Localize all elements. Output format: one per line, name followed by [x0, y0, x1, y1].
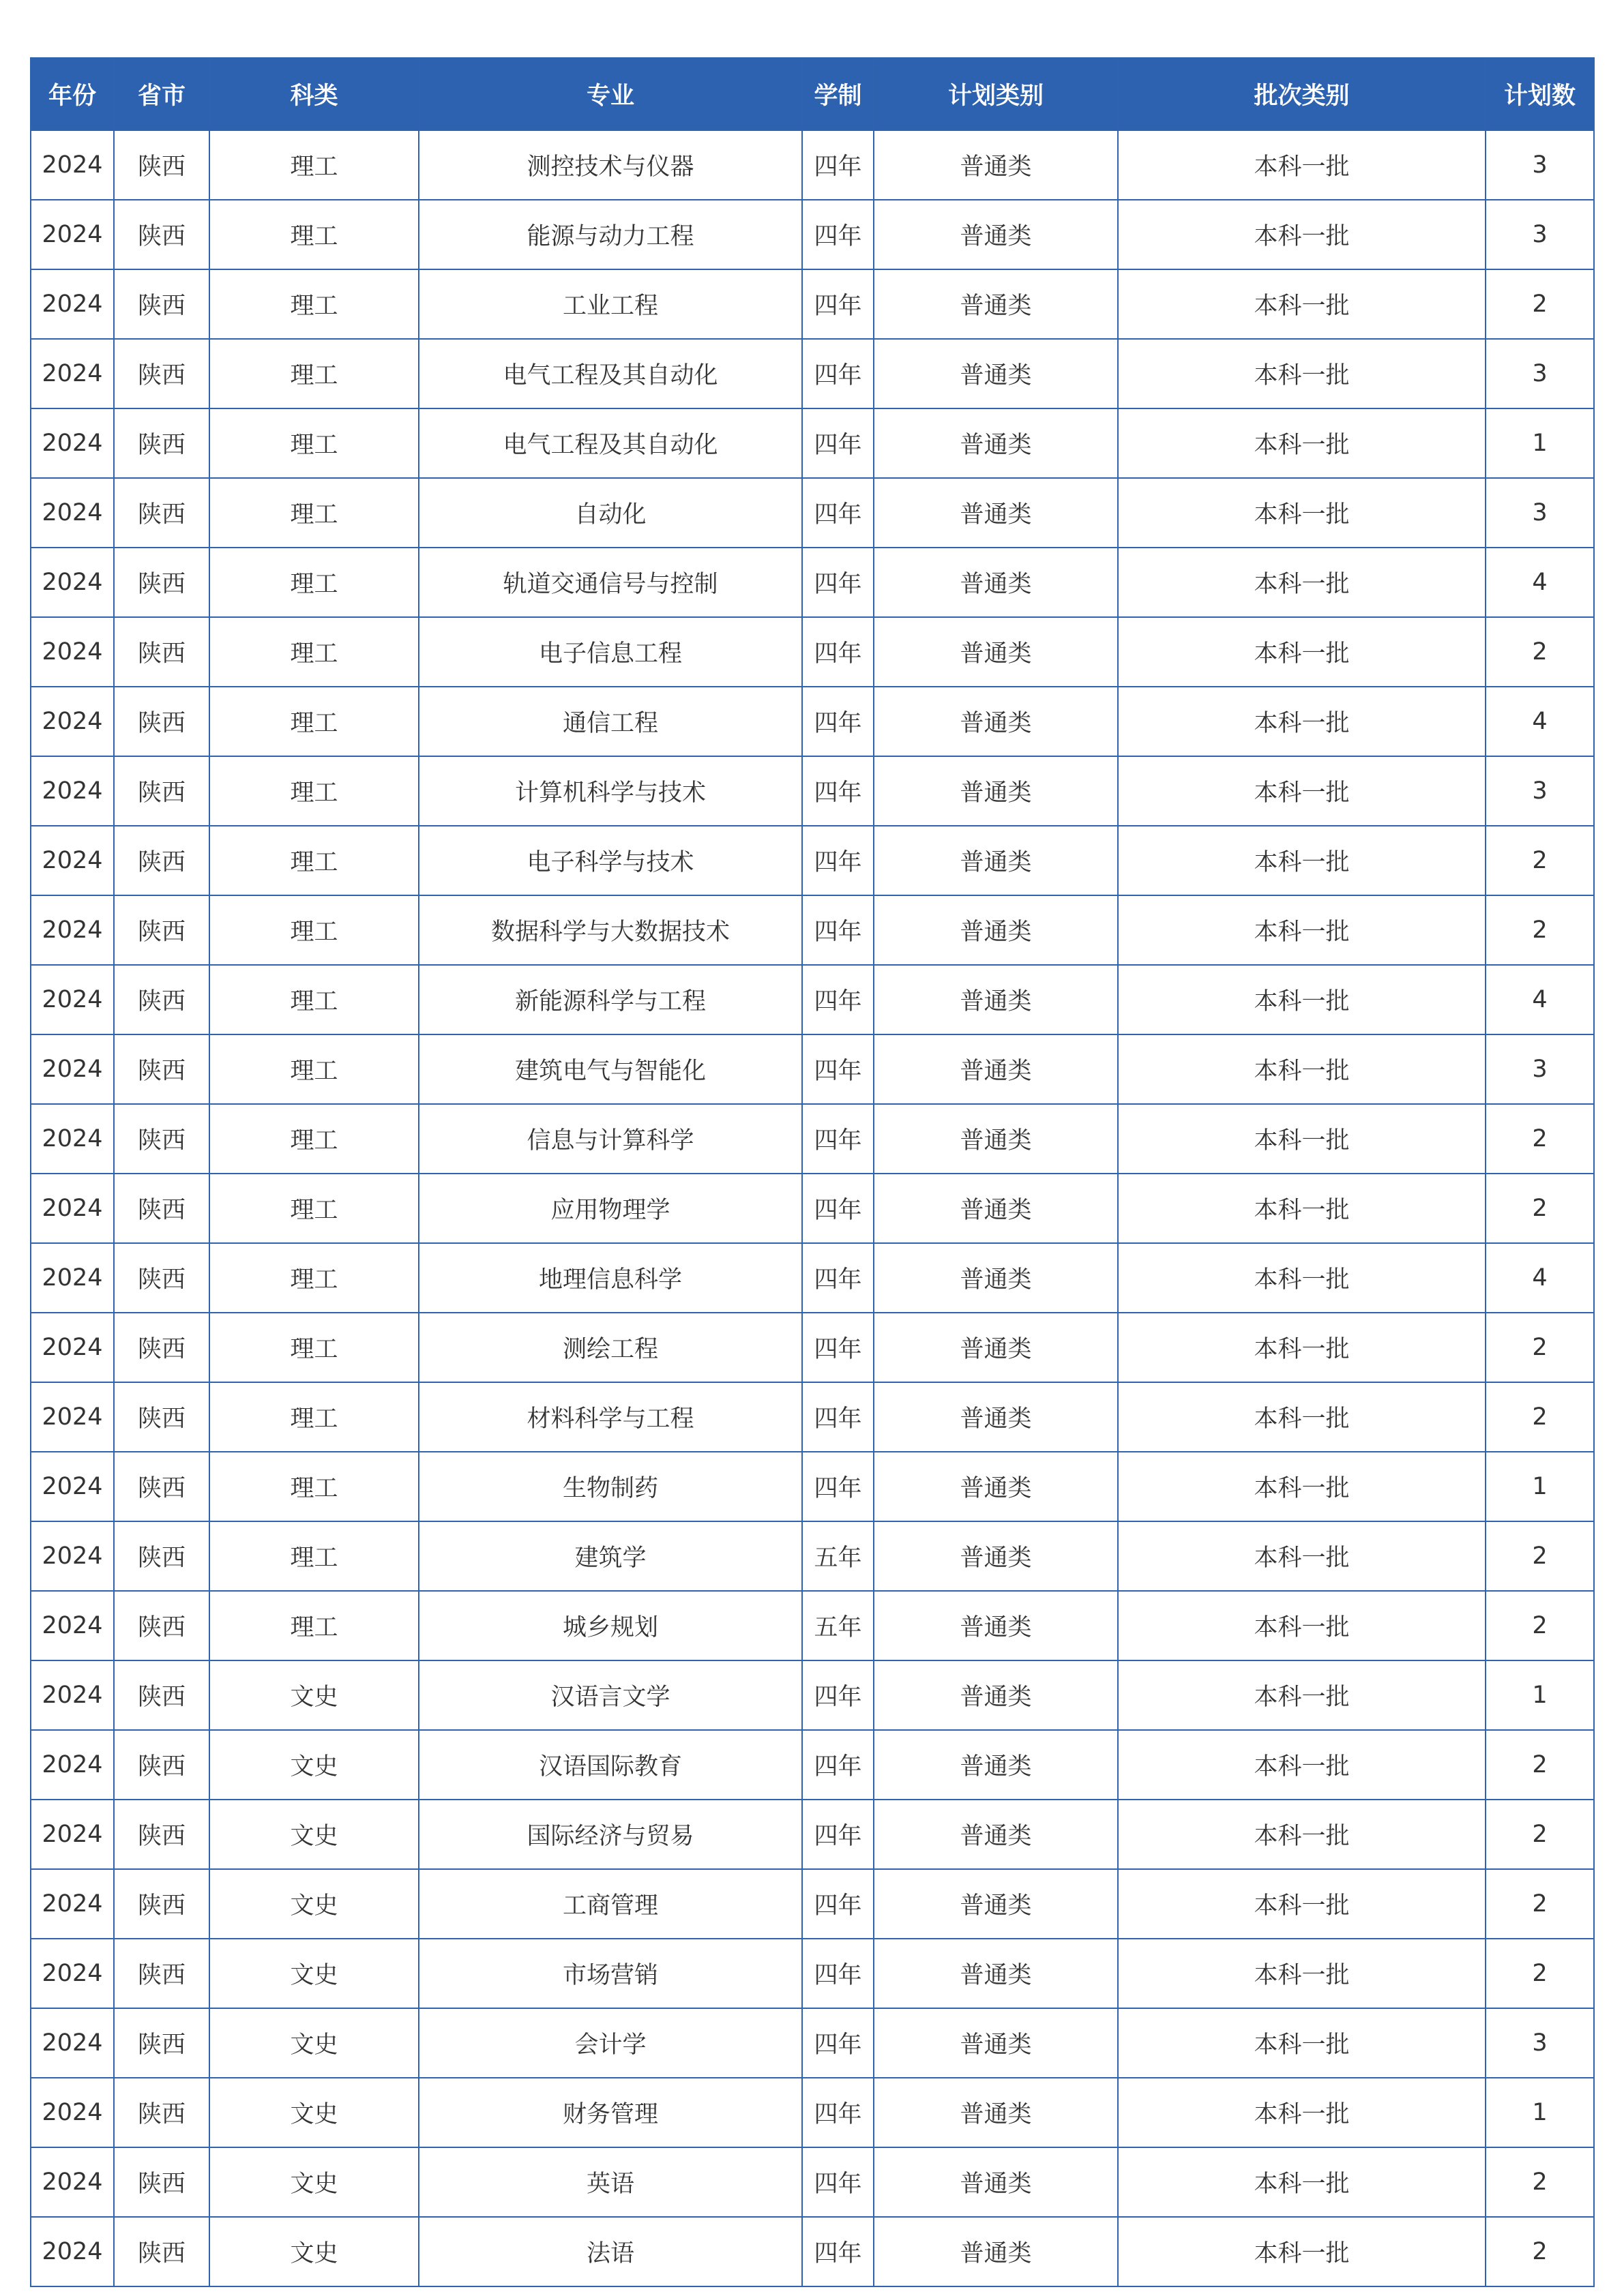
cell-province: 陕西 [114, 1660, 209, 1730]
cell-year: 2024 [31, 2078, 114, 2147]
cell-batch-type: 本科一批 [1118, 1243, 1486, 1313]
cell-major: 数据科学与大数据技术 [419, 895, 802, 965]
cell-plan-count: 2 [1486, 1591, 1594, 1660]
cell-batch-type: 本科一批 [1118, 895, 1486, 965]
cell-subject-category: 理工 [209, 478, 419, 548]
cell-major: 应用物理学 [419, 1174, 802, 1243]
cell-plan-type: 普通类 [874, 1382, 1118, 1452]
cell-batch-type: 本科一批 [1118, 1591, 1486, 1660]
cell-year: 2024 [31, 408, 114, 478]
table-header [31, 58, 1594, 130]
cell-major: 英语 [419, 2147, 802, 2217]
header-year: 年份 [31, 58, 114, 130]
cell-plan-count: 4 [1486, 1243, 1594, 1313]
table-row [31, 269, 1594, 339]
cell-province: 陕西 [114, 756, 209, 826]
cell-province: 陕西 [114, 200, 209, 269]
table-row [31, 1591, 1594, 1660]
cell-duration: 四年 [802, 965, 874, 1034]
cell-duration: 四年 [802, 2008, 874, 2078]
cell-duration: 四年 [802, 2147, 874, 2217]
cell-plan-type: 普通类 [874, 339, 1118, 408]
cell-batch-type: 本科一批 [1118, 756, 1486, 826]
cell-plan-count: 4 [1486, 965, 1594, 1034]
table-row [31, 965, 1594, 1034]
cell-year: 2024 [31, 826, 114, 895]
cell-plan-type: 普通类 [874, 548, 1118, 617]
cell-subject-category: 理工 [209, 1034, 419, 1104]
table-row [31, 1452, 1594, 1521]
cell-subject-category: 理工 [209, 1591, 419, 1660]
cell-batch-type: 本科一批 [1118, 826, 1486, 895]
cell-year: 2024 [31, 965, 114, 1034]
cell-province: 陕西 [114, 548, 209, 617]
cell-batch-type: 本科一批 [1118, 2217, 1486, 2286]
cell-subject-category: 文史 [209, 1660, 419, 1730]
cell-plan-type: 普通类 [874, 617, 1118, 687]
cell-province: 陕西 [114, 687, 209, 756]
cell-year: 2024 [31, 1869, 114, 1939]
cell-subject-category: 理工 [209, 1104, 419, 1174]
cell-subject-category: 文史 [209, 1800, 419, 1869]
cell-subject-category: 理工 [209, 687, 419, 756]
table-row [31, 1313, 1594, 1382]
table-row [31, 687, 1594, 756]
table-row [31, 1660, 1594, 1730]
cell-plan-type: 普通类 [874, 2147, 1118, 2217]
cell-province: 陕西 [114, 1382, 209, 1452]
cell-plan-type: 普通类 [874, 1869, 1118, 1939]
cell-plan-count: 1 [1486, 408, 1594, 478]
cell-plan-count: 2 [1486, 826, 1594, 895]
cell-province: 陕西 [114, 1034, 209, 1104]
cell-year: 2024 [31, 1313, 114, 1382]
cell-major: 财务管理 [419, 2078, 802, 2147]
cell-year: 2024 [31, 1243, 114, 1313]
table-row [31, 200, 1594, 269]
cell-plan-count: 4 [1486, 687, 1594, 756]
table-row [31, 1104, 1594, 1174]
cell-plan-type: 普通类 [874, 687, 1118, 756]
cell-plan-type: 普通类 [874, 130, 1118, 200]
cell-province: 陕西 [114, 408, 209, 478]
cell-batch-type: 本科一批 [1118, 1452, 1486, 1521]
cell-duration: 四年 [802, 687, 874, 756]
cell-duration: 四年 [802, 478, 874, 548]
cell-major: 计算机科学与技术 [419, 756, 802, 826]
cell-batch-type: 本科一批 [1118, 548, 1486, 617]
table-row [31, 1034, 1594, 1104]
cell-major: 能源与动力工程 [419, 200, 802, 269]
cell-province: 陕西 [114, 1800, 209, 1869]
cell-major: 生物制药 [419, 1452, 802, 1521]
cell-duration: 四年 [802, 408, 874, 478]
table-row [31, 895, 1594, 965]
table-row [31, 756, 1594, 826]
cell-batch-type: 本科一批 [1118, 1174, 1486, 1243]
cell-subject-category: 理工 [209, 1313, 419, 1382]
cell-province: 陕西 [114, 478, 209, 548]
cell-batch-type: 本科一批 [1118, 965, 1486, 1034]
cell-major: 电子科学与技术 [419, 826, 802, 895]
cell-province: 陕西 [114, 1174, 209, 1243]
cell-year: 2024 [31, 339, 114, 408]
cell-subject-category: 文史 [209, 1939, 419, 2008]
cell-subject-category: 理工 [209, 1521, 419, 1591]
cell-plan-count: 2 [1486, 1382, 1594, 1452]
table-row [31, 130, 1594, 200]
cell-year: 2024 [31, 478, 114, 548]
cell-major: 市场营销 [419, 1939, 802, 2008]
cell-subject-category: 文史 [209, 2008, 419, 2078]
table-row [31, 617, 1594, 687]
cell-batch-type: 本科一批 [1118, 478, 1486, 548]
cell-batch-type: 本科一批 [1118, 1382, 1486, 1452]
cell-plan-type: 普通类 [874, 269, 1118, 339]
table-row [31, 1243, 1594, 1313]
cell-batch-type: 本科一批 [1118, 408, 1486, 478]
cell-subject-category: 文史 [209, 2147, 419, 2217]
cell-major: 新能源科学与工程 [419, 965, 802, 1034]
cell-major: 电子信息工程 [419, 617, 802, 687]
cell-plan-type: 普通类 [874, 2217, 1118, 2286]
cell-province: 陕西 [114, 130, 209, 200]
cell-province: 陕西 [114, 1730, 209, 1800]
cell-province: 陕西 [114, 826, 209, 895]
cell-duration: 四年 [802, 2217, 874, 2286]
table-row [31, 2008, 1594, 2078]
cell-plan-type: 普通类 [874, 1243, 1118, 1313]
cell-plan-type: 普通类 [874, 1521, 1118, 1591]
cell-province: 陕西 [114, 1313, 209, 1382]
cell-plan-type: 普通类 [874, 895, 1118, 965]
cell-duration: 四年 [802, 1382, 874, 1452]
cell-major: 国际经济与贸易 [419, 1800, 802, 1869]
cell-province: 陕西 [114, 2217, 209, 2286]
table-row [31, 478, 1594, 548]
cell-major: 城乡规划 [419, 1591, 802, 1660]
cell-plan-type: 普通类 [874, 1104, 1118, 1174]
cell-plan-type: 普通类 [874, 408, 1118, 478]
cell-duration: 四年 [802, 617, 874, 687]
cell-major: 法语 [419, 2217, 802, 2286]
cell-province: 陕西 [114, 269, 209, 339]
cell-year: 2024 [31, 1939, 114, 2008]
cell-plan-count: 2 [1486, 1104, 1594, 1174]
cell-batch-type: 本科一批 [1118, 1521, 1486, 1591]
cell-batch-type: 本科一批 [1118, 1034, 1486, 1104]
cell-duration: 五年 [802, 1591, 874, 1660]
cell-major: 通信工程 [419, 687, 802, 756]
cell-year: 2024 [31, 548, 114, 617]
cell-plan-count: 3 [1486, 339, 1594, 408]
cell-plan-type: 普通类 [874, 2078, 1118, 2147]
table-row [31, 1382, 1594, 1452]
cell-year: 2024 [31, 1452, 114, 1521]
cell-plan-count: 2 [1486, 617, 1594, 687]
cell-province: 陕西 [114, 1243, 209, 1313]
cell-major: 轨道交通信号与控制 [419, 548, 802, 617]
cell-plan-type: 普通类 [874, 1939, 1118, 2008]
cell-subject-category: 理工 [209, 548, 419, 617]
cell-major: 工业工程 [419, 269, 802, 339]
header-row [31, 58, 1594, 130]
cell-plan-type: 普通类 [874, 965, 1118, 1034]
cell-plan-count: 2 [1486, 1730, 1594, 1800]
cell-major: 电气工程及其自动化 [419, 408, 802, 478]
cell-year: 2024 [31, 2217, 114, 2286]
cell-subject-category: 理工 [209, 200, 419, 269]
cell-year: 2024 [31, 1521, 114, 1591]
cell-major: 电气工程及其自动化 [419, 339, 802, 408]
cell-subject-category: 理工 [209, 269, 419, 339]
cell-duration: 四年 [802, 1800, 874, 1869]
cell-year: 2024 [31, 1800, 114, 1869]
cell-year: 2024 [31, 1174, 114, 1243]
table-row [31, 1800, 1594, 1869]
cell-batch-type: 本科一批 [1118, 2147, 1486, 2217]
cell-major: 汉语言文学 [419, 1660, 802, 1730]
cell-duration: 四年 [802, 1034, 874, 1104]
cell-major: 自动化 [419, 478, 802, 548]
cell-subject-category: 理工 [209, 339, 419, 408]
cell-duration: 四年 [802, 1313, 874, 1382]
cell-plan-type: 普通类 [874, 1313, 1118, 1382]
cell-plan-type: 普通类 [874, 1034, 1118, 1104]
cell-duration: 四年 [802, 1660, 874, 1730]
cell-province: 陕西 [114, 1939, 209, 2008]
cell-major: 会计学 [419, 2008, 802, 2078]
cell-province: 陕西 [114, 965, 209, 1034]
cell-batch-type: 本科一批 [1118, 687, 1486, 756]
cell-plan-count: 3 [1486, 478, 1594, 548]
cell-batch-type: 本科一批 [1118, 269, 1486, 339]
cell-year: 2024 [31, 756, 114, 826]
cell-duration: 四年 [802, 200, 874, 269]
cell-subject-category: 理工 [209, 130, 419, 200]
cell-subject-category: 理工 [209, 965, 419, 1034]
table-row [31, 339, 1594, 408]
cell-plan-type: 普通类 [874, 1174, 1118, 1243]
cell-year: 2024 [31, 687, 114, 756]
cell-plan-count: 2 [1486, 1521, 1594, 1591]
cell-year: 2024 [31, 895, 114, 965]
cell-major: 工商管理 [419, 1869, 802, 1939]
cell-year: 2024 [31, 2008, 114, 2078]
cell-year: 2024 [31, 269, 114, 339]
cell-province: 陕西 [114, 1104, 209, 1174]
table-row [31, 1521, 1594, 1591]
cell-duration: 四年 [802, 826, 874, 895]
table-row [31, 2078, 1594, 2147]
cell-duration: 四年 [802, 1452, 874, 1521]
cell-batch-type: 本科一批 [1118, 1800, 1486, 1869]
cell-batch-type: 本科一批 [1118, 1869, 1486, 1939]
cell-year: 2024 [31, 1591, 114, 1660]
enrollment-plan-table-container [30, 57, 1593, 2287]
cell-major: 材料科学与工程 [419, 1382, 802, 1452]
cell-plan-count: 2 [1486, 1939, 1594, 2008]
cell-plan-count: 2 [1486, 269, 1594, 339]
cell-batch-type: 本科一批 [1118, 130, 1486, 200]
cell-province: 陕西 [114, 895, 209, 965]
cell-duration: 四年 [802, 269, 874, 339]
cell-major: 测绘工程 [419, 1313, 802, 1382]
cell-subject-category: 文史 [209, 1730, 419, 1800]
cell-major: 建筑学 [419, 1521, 802, 1591]
cell-province: 陕西 [114, 2147, 209, 2217]
cell-plan-type: 普通类 [874, 1730, 1118, 1800]
table-row [31, 1730, 1594, 1800]
cell-plan-count: 1 [1486, 1660, 1594, 1730]
cell-province: 陕西 [114, 1869, 209, 1939]
cell-plan-count: 2 [1486, 895, 1594, 965]
table-body [31, 130, 1594, 2286]
cell-province: 陕西 [114, 1521, 209, 1591]
cell-plan-count: 2 [1486, 1313, 1594, 1382]
cell-duration: 四年 [802, 756, 874, 826]
header-batch-type: 批次类别 [1118, 58, 1486, 130]
cell-duration: 四年 [802, 1243, 874, 1313]
table-row [31, 2147, 1594, 2217]
table-row [31, 2217, 1594, 2286]
cell-province: 陕西 [114, 1452, 209, 1521]
cell-duration: 四年 [802, 2078, 874, 2147]
cell-batch-type: 本科一批 [1118, 200, 1486, 269]
table-row [31, 408, 1594, 478]
cell-province: 陕西 [114, 1591, 209, 1660]
cell-duration: 四年 [802, 1730, 874, 1800]
cell-province: 陕西 [114, 339, 209, 408]
table-row [31, 1939, 1594, 2008]
header-duration: 学制 [802, 58, 874, 130]
cell-subject-category: 理工 [209, 826, 419, 895]
cell-year: 2024 [31, 1034, 114, 1104]
cell-major: 汉语国际教育 [419, 1730, 802, 1800]
header-plan-count: 计划数 [1486, 58, 1594, 130]
cell-subject-category: 文史 [209, 2217, 419, 2286]
cell-plan-count: 2 [1486, 1869, 1594, 1939]
cell-year: 2024 [31, 1382, 114, 1452]
table-row [31, 826, 1594, 895]
cell-subject-category: 理工 [209, 1452, 419, 1521]
cell-plan-type: 普通类 [874, 200, 1118, 269]
cell-plan-type: 普通类 [874, 1800, 1118, 1869]
cell-year: 2024 [31, 617, 114, 687]
cell-year: 2024 [31, 1660, 114, 1730]
cell-duration: 四年 [802, 1174, 874, 1243]
cell-subject-category: 文史 [209, 2078, 419, 2147]
table-row [31, 548, 1594, 617]
cell-subject-category: 理工 [209, 895, 419, 965]
cell-subject-category: 理工 [209, 617, 419, 687]
cell-plan-type: 普通类 [874, 1591, 1118, 1660]
cell-year: 2024 [31, 200, 114, 269]
cell-duration: 四年 [802, 339, 874, 408]
cell-duration: 四年 [802, 130, 874, 200]
cell-year: 2024 [31, 1730, 114, 1800]
cell-batch-type: 本科一批 [1118, 1730, 1486, 1800]
cell-plan-count: 2 [1486, 1800, 1594, 1869]
cell-year: 2024 [31, 2147, 114, 2217]
cell-major: 信息与计算科学 [419, 1104, 802, 1174]
cell-plan-count: 2 [1486, 2217, 1594, 2286]
cell-plan-count: 3 [1486, 756, 1594, 826]
cell-plan-count: 1 [1486, 2078, 1594, 2147]
cell-batch-type: 本科一批 [1118, 1313, 1486, 1382]
cell-duration: 四年 [802, 1869, 874, 1939]
cell-batch-type: 本科一批 [1118, 339, 1486, 408]
cell-batch-type: 本科一批 [1118, 2008, 1486, 2078]
cell-major: 建筑电气与智能化 [419, 1034, 802, 1104]
cell-plan-count: 1 [1486, 1452, 1594, 1521]
cell-batch-type: 本科一批 [1118, 1939, 1486, 2008]
cell-duration: 四年 [802, 548, 874, 617]
cell-year: 2024 [31, 1104, 114, 1174]
cell-duration: 五年 [802, 1521, 874, 1591]
cell-subject-category: 理工 [209, 1382, 419, 1452]
header-subject-category: 科类 [209, 58, 419, 130]
cell-plan-count: 3 [1486, 130, 1594, 200]
cell-duration: 四年 [802, 1104, 874, 1174]
cell-plan-type: 普通类 [874, 826, 1118, 895]
cell-batch-type: 本科一批 [1118, 1660, 1486, 1730]
table-row [31, 1174, 1594, 1243]
cell-batch-type: 本科一批 [1118, 1104, 1486, 1174]
cell-plan-type: 普通类 [874, 1660, 1118, 1730]
cell-plan-count: 3 [1486, 1034, 1594, 1104]
cell-plan-count: 2 [1486, 2147, 1594, 2217]
cell-plan-type: 普通类 [874, 1452, 1118, 1521]
cell-subject-category: 理工 [209, 1174, 419, 1243]
table-row [31, 1869, 1594, 1939]
cell-duration: 四年 [802, 1939, 874, 2008]
cell-plan-count: 4 [1486, 548, 1594, 617]
cell-province: 陕西 [114, 617, 209, 687]
header-province: 省市 [114, 58, 209, 130]
cell-duration: 四年 [802, 895, 874, 965]
header-major: 专业 [419, 58, 802, 130]
cell-batch-type: 本科一批 [1118, 2078, 1486, 2147]
cell-subject-category: 理工 [209, 756, 419, 826]
cell-plan-count: 3 [1486, 2008, 1594, 2078]
cell-province: 陕西 [114, 2078, 209, 2147]
cell-year: 2024 [31, 130, 114, 200]
cell-subject-category: 文史 [209, 1869, 419, 1939]
cell-major: 测控技术与仪器 [419, 130, 802, 200]
cell-batch-type: 本科一批 [1118, 617, 1486, 687]
cell-plan-type: 普通类 [874, 478, 1118, 548]
enrollment-plan-table [30, 57, 1595, 2287]
cell-plan-type: 普通类 [874, 756, 1118, 826]
cell-subject-category: 理工 [209, 1243, 419, 1313]
cell-plan-type: 普通类 [874, 2008, 1118, 2078]
cell-province: 陕西 [114, 2008, 209, 2078]
cell-subject-category: 理工 [209, 408, 419, 478]
cell-plan-count: 3 [1486, 200, 1594, 269]
cell-plan-count: 2 [1486, 1174, 1594, 1243]
header-plan-type: 计划类别 [874, 58, 1118, 130]
cell-major: 地理信息科学 [419, 1243, 802, 1313]
